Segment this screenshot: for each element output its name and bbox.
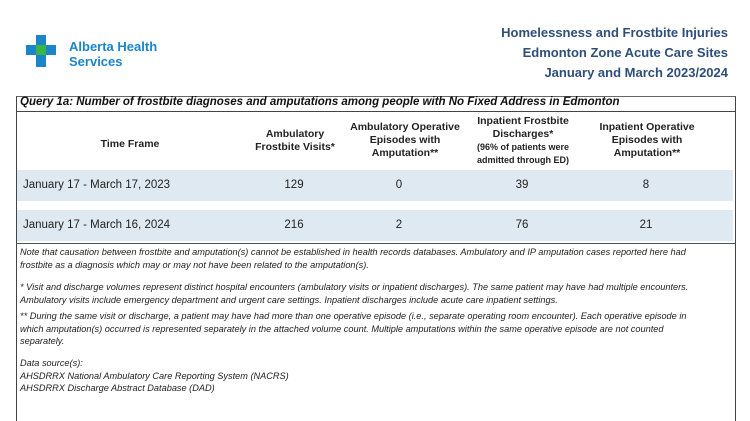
notes-divider — [16, 243, 736, 244]
report-title: Homelessness and Frostbite Injuries Edmonton Zone Acute Care Sites January and March 2023/2024 — [501, 25, 728, 80]
note-operative-episodes: ** During the same visit or discharge, a patient may have had more than one operative episode (i.e., separate operating room encounter). Each operative episode in which amputation(s) occurred is represented separately in the attached volume count. Multiple amputations within the same operative episode are not counted separately. — [20, 311, 687, 346]
cell-inpatient-operative: 8 — [642, 179, 650, 191]
cell-ambulatory-visits: 129 — [284, 179, 304, 191]
header-inpatient-discharges: Inpatient Frostbite Discharges* (96% of patients were admitted through ED) — [476, 115, 570, 165]
table-row — [17, 210, 733, 241]
cell-inpatient-discharges: 39 — [515, 179, 529, 191]
cell-ambulatory-operative: 0 — [395, 179, 403, 191]
ahs-cross-icon — [22, 33, 62, 71]
cell-inpatient-discharges: 76 — [515, 219, 529, 231]
header-divider — [16, 111, 736, 112]
ahs-logo — [22, 33, 162, 73]
cell-ambulatory-visits: 216 — [284, 219, 304, 231]
header-ambulatory-operative: Ambulatory Operative Episodes with Amputation** — [350, 121, 460, 159]
cell-ambulatory-operative: 2 — [395, 219, 403, 231]
query-heading: Query 1a: Number of frostbite diagnoses and amputations among people with No Fixed Address in Edmonton — [20, 96, 620, 108]
cell-time-frame: January 17 - March 16, 2024 — [23, 219, 171, 231]
cell-time-frame: January 17 - March 17, 2023 — [23, 179, 171, 191]
note-causation: Note that causation between frostbite and amputation(s) cannot be established in health records databases. Ambulatory and IP amputation cases reported here had frostbite as a diagnosis which may or may not have been related to the amputation(s). — [20, 247, 686, 270]
note-volumes: * Visit and discharge volumes represent distinct hospital encounters (ambulatory visits or inpatient discharges). The same patient may have had multiple encounters. Ambulatory visits include emergency department and urgent care settings. Inpatient discharges include acute care inpatient settings. — [20, 282, 689, 305]
header-inpatient-operative: Inpatient Operative Episodes with Amputation** — [599, 121, 695, 159]
header-ambulatory-visits: Ambulatory Frostbite Visits* — [255, 128, 335, 153]
logo-text: Alberta Health Services — [69, 39, 158, 69]
cell-inpatient-operative: 21 — [639, 219, 653, 231]
table-row — [17, 170, 733, 201]
header-time-frame: Time Frame — [100, 138, 160, 150]
data-sources: Data source(s): AHSDRRX National Ambulatory Care Reporting System (NACRS) AHSDRRX Discharge Abstract Database (DAD) — [20, 358, 289, 393]
